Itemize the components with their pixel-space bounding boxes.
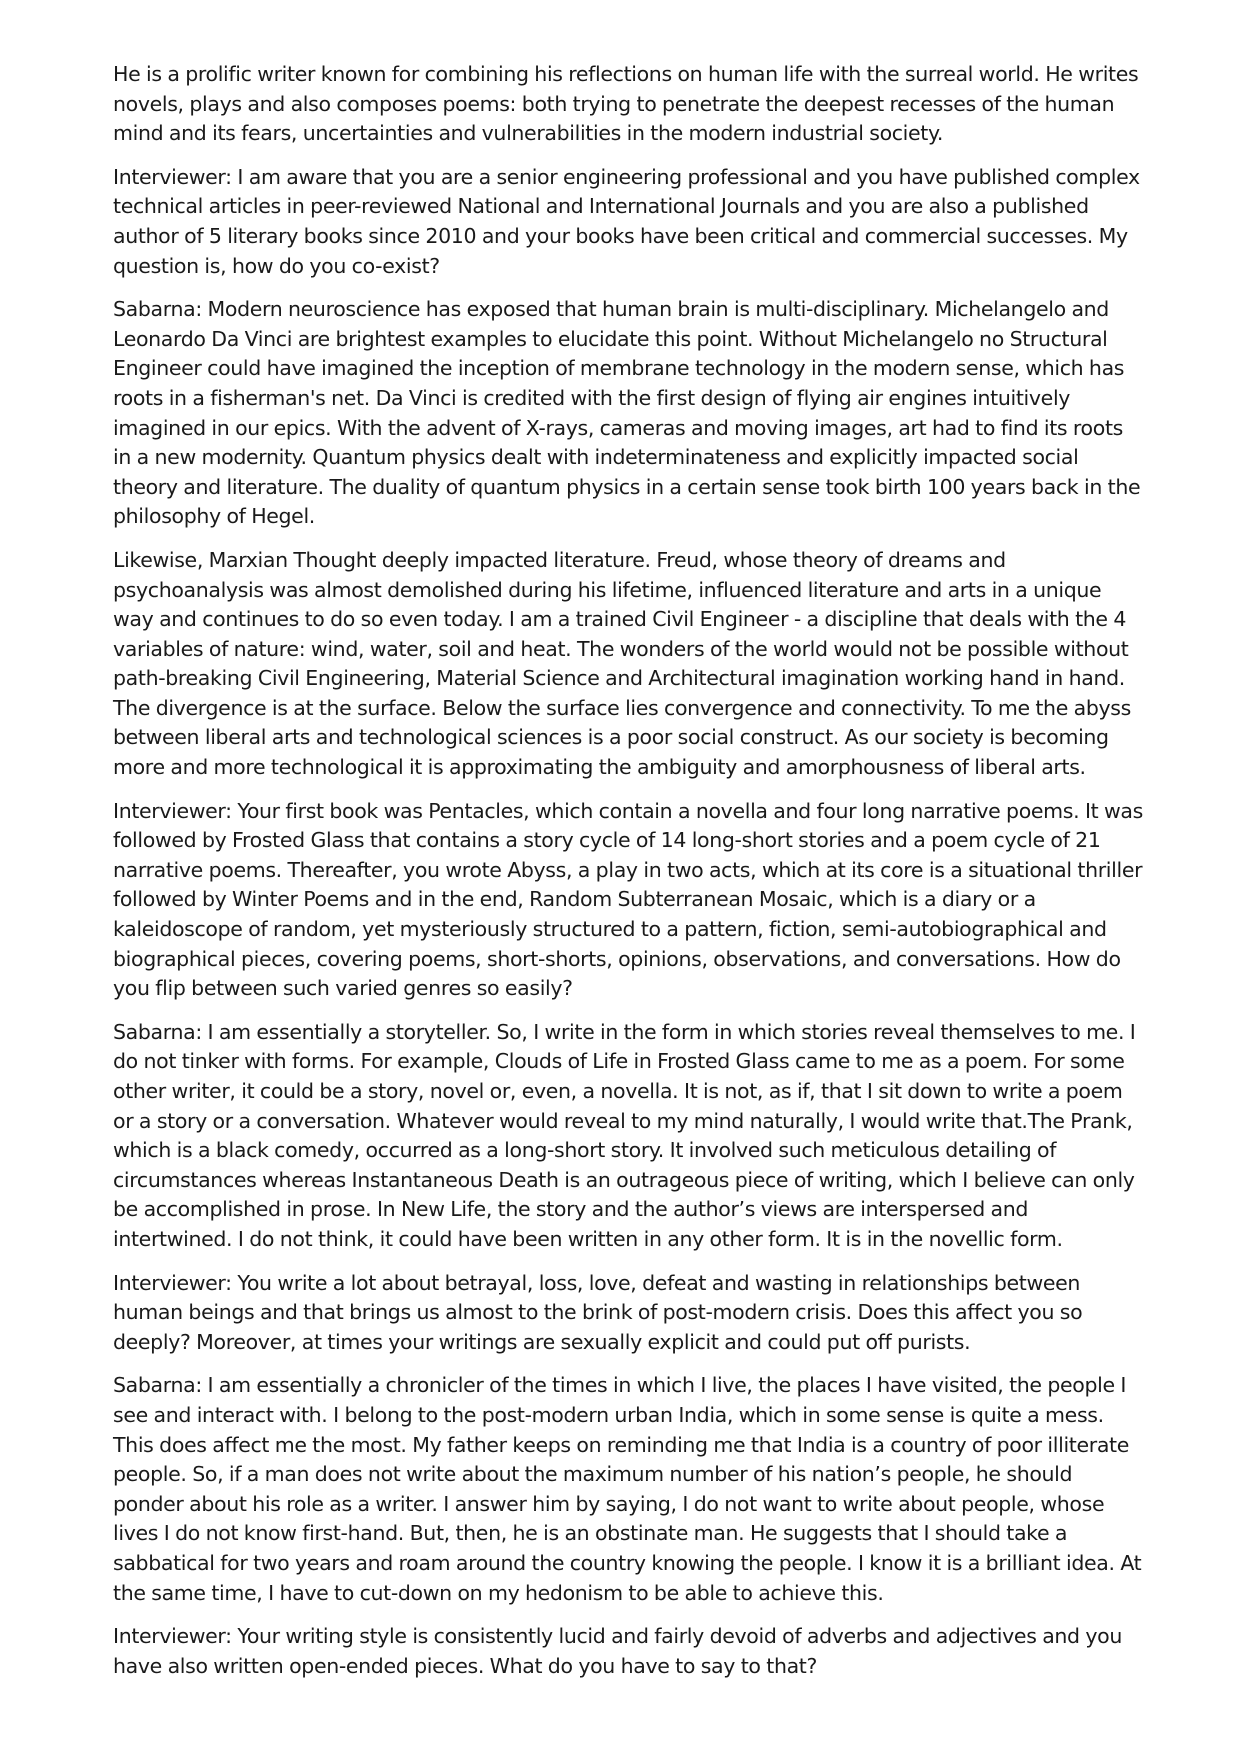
sabarna-answer-continued: Likewise, Marxian Thought deeply impacted literature. Freud, whose theory of dreams and psychoanalysis was almost demolished during his lifetime, influenced literature and arts in a unique way and continues to do so even today. I am a trained Civil Engineer - a discipline that deals with the 4 variables of nature: wind, water, soil and heat. The wonders of the world would not be possible without path-breaking Civil Engineering, Material Science and Architectural imagination working hand in hand. The divergence is at the surface. Below the surface lies convergence and connectivity. To me the abyss between liberal arts and technological sciences is a poor social construct. As our society is becoming more and more technological it is approximating the ambiguity and amorphousness of liberal arts. [113,547,1131,780]
intro-paragraph: He is a prolific writer known for combining his reflections on human life with the surreal world. He writes novels, plays and also composes poems: both trying to penetrate the deepest recesses of the human mind and its fears, uncertainties and vulnerabilities in the modern industrial society. [113,62,1139,146]
sabarna-answer-chronicler: Sabarna: I am essentially a chronicler of the times in which I live, the places I have visited, the people I see and interact with. I belong to the post-modern urban India, which in some sense is quite a mess. This does affect me the most. My father keeps on reminding me that India is a country of poor illiterate people. So, if a man does not write about the maximum number of his nation’s people, he should ponder about his role as a writer. I answer him by saying, I do not want to write about people, whose lives I do not know first-hand. But, then, he is an obstinate man. He suggests that I should take a sabbatical for two years and roam around the country knowing the people. I know it is a brilliant idea. At the same time, I have to cut-down on my hedonism to be able to achieve this. [113,1373,1142,1605]
interviewer-question-coexist: Interviewer: I am aware that you are a senior engineering professional and you have published complex technical articles in peer-reviewed National and International Journals and you are also a published author of 5 literary books since 2010 and your books have been critical and commercial successes. My question is, how do you co-exist? [113,164,1140,278]
sabarna-answer-neuroscience: Sabarna: Modern neuroscience has exposed that human brain is multi-disciplinary. Michelangelo and Leonardo Da Vinci are brightest examples to elucidate this point. Without Michelangelo no Structural Engineer could have imagined the inception of membrane technology in the modern sense, which has roots in a fisherman's net. Da Vinci is credited with the first design of flying air engines intuitively imagined in our epics. With the advent of X-rays, cameras and moving images, art had to find its roots in a new modernity. Quantum physics dealt with indeterminateness and explicitly impacted social theory and literature. The duality of quantum physics in a certain sense took birth 100 years back in the philosophy of Hegel. [113,297,1141,529]
document-page [113,60,1143,1695]
interviewer-question-themes: Interviewer: You write a lot about betrayal, loss, love, defeat and wasting in relationships between human beings and that brings us almost to the brink of post-modern crisis. Does this affect you so deeply? Moreover, at times your writings are sexually explicit and could put off purists. [113,1270,1083,1354]
interviewer-question-style: Interviewer: Your writing style is consistently lucid and fairly devoid of adverbs and adjectives and you have also written open-ended pieces. What do you have to say to that? [113,1624,1122,1678]
sabarna-answer-storyteller: Sabarna: I am essentially a storyteller. So, I write in the form in which stories reveal themselves to me. I do not tinker with forms. For example, Clouds of Life in Frosted Glass came to me as a poem. For some other writer, it could be a story, novel or, even, a novella. It is not, as if, that I sit down to write a poem or a story or a conversation. Whatever would reveal to my mind naturally, I would write that.The Prank, which is a black comedy, occurred as a long-short story. It involved such meticulous detailing of circumstances whereas Instantaneous Death is an outrageous piece of writing, which I believe can only be accomplished in prose. In New Life, the story and the author’s views are interspersed and intertwined. I do not think, it could have been written in any other form. It is in the novellic form. [113,1019,1136,1251]
interviewer-question-genres: Interviewer: Your first book was Pentacles, which contain a novella and four long narrative poems. It was followed by Frosted Glass that contains a story cycle of 14 long-short stories and a poem cycle of 21 narrative poems. Thereafter, you wrote Abyss, a play in two acts, which at its core is a situational thriller followed by Winter Poems and in the end, Random Subterranean Mosaic, which is a diary or a kaleidoscope of random, yet mysteriously structured to a pattern, fiction, semi-autobiographical and biographical pieces, covering poems, short-shorts, opinions, observations, and conversations. How do you flip between such varied genres so easily? [113,798,1143,1001]
